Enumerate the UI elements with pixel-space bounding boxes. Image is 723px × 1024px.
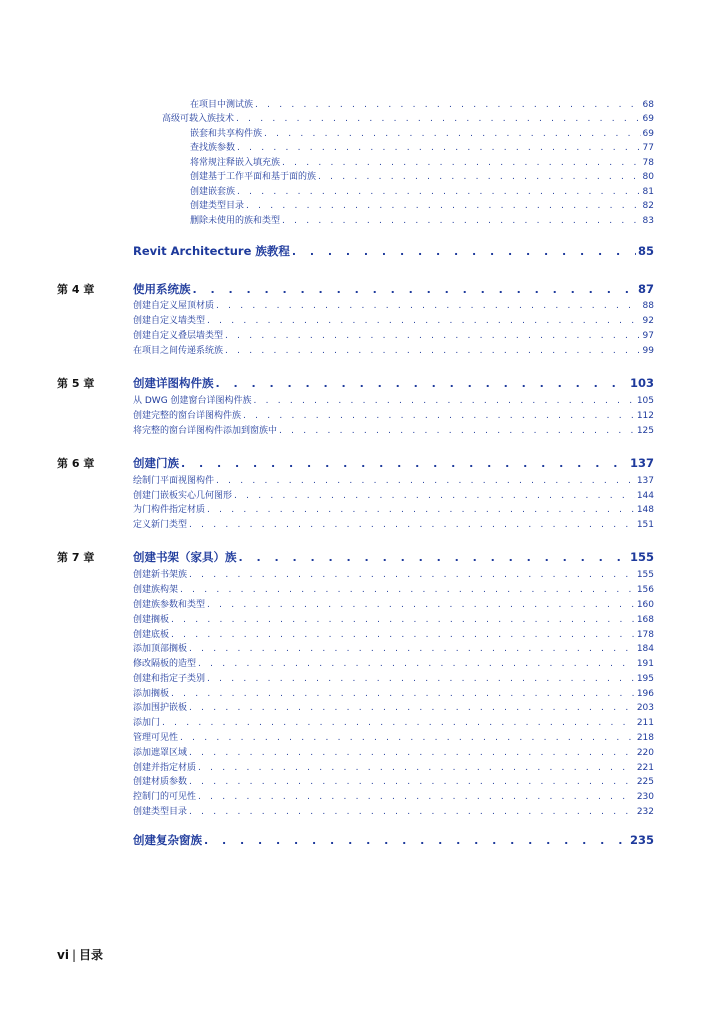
toc-entry-title: 创建门嵌板实心几何图形 <box>133 491 233 501</box>
toc-entry[interactable] <box>133 517 654 529</box>
leader-dots <box>189 570 635 580</box>
toc-chapter-entry[interactable] <box>133 455 654 470</box>
toc-entry-page: 232 <box>636 807 654 817</box>
toc-chapter-title: 创建书架（家具）族 <box>133 550 237 564</box>
toc-entry-page: 137 <box>636 476 654 486</box>
leader-dots <box>207 600 635 610</box>
leader-dots <box>198 659 635 669</box>
leader-dots <box>279 426 635 436</box>
leader-dots <box>246 201 641 211</box>
toc-entry-page: 148 <box>636 505 654 515</box>
toc-entry-title: 在项目中测试族 <box>190 100 254 110</box>
leader-dots <box>239 551 628 564</box>
toc-entry-page: 220 <box>636 748 654 758</box>
toc-entry-page: 82 <box>642 201 654 211</box>
toc-entry-title: 创建类型目录 <box>190 201 245 211</box>
toc-entry-page: 83 <box>642 216 654 226</box>
toc-entry[interactable] <box>133 715 654 727</box>
toc-entry-title: 添加围护嵌板 <box>133 703 188 713</box>
toc-entry-title: 管理可见性 <box>133 733 179 743</box>
toc-entry-title: 创建自定义屋顶材质 <box>133 301 215 311</box>
leader-dots <box>180 733 635 743</box>
toc-entry-page: 203 <box>636 703 654 713</box>
toc-entry-page: 155 <box>636 570 654 580</box>
toc-entry-page: 78 <box>642 158 654 168</box>
toc-chapter-entry[interactable] <box>133 281 654 296</box>
toc-entry-page: 191 <box>636 659 654 669</box>
toc-entry-title: 从 DWG 创建窗台详图构件族 <box>133 396 252 406</box>
toc-entry[interactable] <box>133 656 654 668</box>
toc-chapter-entry[interactable] <box>133 549 654 564</box>
toc-entry[interactable] <box>133 774 654 786</box>
leader-dots <box>237 143 641 153</box>
leader-dots <box>207 505 635 515</box>
toc-entry[interactable] <box>133 671 654 683</box>
toc-entry[interactable] <box>190 97 654 109</box>
toc-entry[interactable] <box>133 313 654 325</box>
toc-entry-title: 添加门 <box>133 718 161 728</box>
toc-entry[interactable] <box>133 627 654 639</box>
toc-entry-page: 81 <box>642 187 654 197</box>
leader-dots <box>237 187 641 197</box>
toc-entry-title: 创建嵌套族 <box>190 187 236 197</box>
toc-chapter-page: 137 <box>629 456 654 470</box>
toc-chapter-entry[interactable] <box>133 832 654 847</box>
toc-chapter-entry[interactable] <box>133 375 654 390</box>
toc-entry[interactable] <box>133 612 654 624</box>
toc-entry-page: 178 <box>636 630 654 640</box>
toc-entry-page: 69 <box>642 129 654 139</box>
leader-dots <box>171 689 635 699</box>
toc-entry[interactable] <box>133 700 654 712</box>
toc-entry-title: 添加遮罩区域 <box>133 748 188 758</box>
toc-entry[interactable] <box>190 169 654 181</box>
toc-entry-page: 88 <box>642 301 654 311</box>
toc-entry-title: 创建材质参数 <box>133 777 188 787</box>
toc-entry[interactable] <box>133 328 654 340</box>
toc-entry-page: 168 <box>636 615 654 625</box>
toc-part-page: 85 <box>637 244 654 258</box>
toc-entry-title: 查找族参数 <box>190 143 236 153</box>
toc-entry-title: 创建搁板 <box>133 615 170 625</box>
leader-dots <box>181 457 628 470</box>
toc-entry-title: 创建族构架 <box>133 585 179 595</box>
footer-separator: | <box>71 948 76 962</box>
toc-entry[interactable] <box>133 567 654 579</box>
toc-chapter-page: 235 <box>629 833 654 847</box>
toc-entry-page: 225 <box>636 777 654 787</box>
toc-entry[interactable] <box>133 343 654 355</box>
chapter-number: 第 6 章 <box>57 457 95 470</box>
toc-entry[interactable] <box>133 686 654 698</box>
toc-entry-page: 218 <box>636 733 654 743</box>
toc-entry-title: 绘制门平面视图构件 <box>133 476 215 486</box>
toc-entry-page: 211 <box>636 718 654 728</box>
toc-entry[interactable] <box>190 155 654 167</box>
toc-entry-title: 嵌套和共享构件族 <box>190 129 263 139</box>
toc-entry[interactable] <box>133 760 654 772</box>
toc-entry[interactable] <box>133 423 654 435</box>
toc-entry-title: 创建类型目录 <box>133 807 188 817</box>
toc-chapter-title: 创建详图构件族 <box>133 376 214 390</box>
toc-entry[interactable] <box>133 597 654 609</box>
toc-entry-title: 在项目之间传递系统族 <box>133 346 224 356</box>
leader-dots <box>225 346 641 356</box>
toc-entry-title: 修改隔板的造型 <box>133 659 197 669</box>
leader-dots <box>180 585 635 595</box>
toc-entry[interactable] <box>133 502 654 514</box>
toc-entry[interactable] <box>190 184 654 196</box>
toc-entry-page: 80 <box>642 172 654 182</box>
toc-entry-page: 77 <box>642 143 654 153</box>
toc-chapter-page: 155 <box>629 550 654 564</box>
toc-entry-page: 151 <box>636 520 654 530</box>
toc-entry-title: 创建基于工作平面和基于面的族 <box>190 172 317 182</box>
leader-dots <box>193 283 636 296</box>
leader-dots <box>189 644 635 654</box>
leader-dots <box>198 763 635 773</box>
toc-entry-page: 230 <box>636 792 654 802</box>
leader-dots <box>207 674 635 684</box>
toc-chapter-title: 使用系统族 <box>133 282 191 296</box>
leader-dots <box>236 114 641 124</box>
toc-entry-page: 195 <box>636 674 654 684</box>
toc-entry-title: 创建族参数和类型 <box>133 600 206 610</box>
toc-entry-page: 184 <box>636 644 654 654</box>
toc-entry-title: 创建和指定子类别 <box>133 674 206 684</box>
leader-dots <box>318 172 641 182</box>
toc-entry-page: 92 <box>642 316 654 326</box>
toc-entry-title: 将常规注释嵌入填充族 <box>190 158 281 168</box>
leader-dots <box>171 615 635 625</box>
toc-entry-page: 196 <box>636 689 654 699</box>
toc-part-title: Revit Architecture 族教程 <box>133 244 290 258</box>
leader-dots <box>198 792 635 802</box>
toc-entry[interactable] <box>133 804 654 816</box>
toc-entry-page: 99 <box>642 346 654 356</box>
chapter-number: 第 7 章 <box>57 551 95 564</box>
toc-entry[interactable] <box>133 408 654 420</box>
leader-dots <box>216 377 628 390</box>
toc-entry[interactable] <box>162 111 654 123</box>
toc-entry-title: 添加顶部搁板 <box>133 644 188 654</box>
chapter-number: 第 4 章 <box>57 283 95 296</box>
toc-entry[interactable] <box>133 730 654 742</box>
leader-dots <box>171 630 635 640</box>
toc-entry-title: 创建自定义叠层墙类型 <box>133 331 224 341</box>
leader-dots <box>225 331 641 341</box>
leader-dots <box>207 316 641 326</box>
leader-dots <box>189 777 635 787</box>
leader-dots <box>264 129 641 139</box>
toc-entry-title: 为门构件指定材质 <box>133 505 206 515</box>
leader-dots <box>162 718 635 728</box>
toc-entry-title: 创建新书架族 <box>133 570 188 580</box>
toc-entry[interactable] <box>133 745 654 757</box>
toc-entry-page: 221 <box>636 763 654 773</box>
toc-chapter-page: 87 <box>637 282 654 296</box>
toc-entry-title: 创建完整的窗台详图构件族 <box>133 411 242 421</box>
leader-dots <box>189 748 635 758</box>
toc-entry-title: 添加搁板 <box>133 689 170 699</box>
leader-dots <box>204 834 628 847</box>
chapter-number: 第 5 章 <box>57 377 95 390</box>
toc-entry-title: 创建并指定材质 <box>133 763 197 773</box>
toc-entry[interactable] <box>133 641 654 653</box>
footer-page-number: vi <box>57 948 69 962</box>
toc-entry-page: 105 <box>636 396 654 406</box>
leader-dots <box>216 301 641 311</box>
toc-entry-page: 160 <box>636 600 654 610</box>
toc-entry[interactable] <box>133 582 654 594</box>
page-footer <box>57 946 103 963</box>
leader-dots <box>292 245 636 258</box>
toc-entry[interactable] <box>133 298 654 310</box>
toc-entry-page: 97 <box>642 331 654 341</box>
toc-entry-title: 将完整的窗台详图构件添加到窗族中 <box>133 426 278 436</box>
footer-section-name: 目录 <box>78 948 103 962</box>
toc-entry[interactable] <box>190 140 654 152</box>
toc-chapter-page: 103 <box>629 376 654 390</box>
leader-dots <box>282 158 641 168</box>
toc-entry-title: 创建底板 <box>133 630 170 640</box>
leader-dots <box>189 807 635 817</box>
toc-entry-title: 控制门的可见性 <box>133 792 197 802</box>
toc-entry[interactable] <box>133 393 654 405</box>
leader-dots <box>189 703 635 713</box>
leader-dots <box>255 100 641 110</box>
toc-entry[interactable] <box>190 126 654 138</box>
toc-entry[interactable] <box>190 213 654 225</box>
toc-entry-page: 125 <box>636 426 654 436</box>
toc-entry-page: 112 <box>636 411 654 421</box>
toc-entry-page: 68 <box>642 100 654 110</box>
toc-entry-page: 156 <box>636 585 654 595</box>
leader-dots <box>234 491 635 501</box>
leader-dots <box>189 520 635 530</box>
toc-entry-page: 69 <box>642 114 654 124</box>
toc-entry-title: 删除未使用的族和类型 <box>190 216 281 226</box>
toc-entry-title: 创建自定义墙类型 <box>133 316 206 326</box>
toc-entry[interactable] <box>133 789 654 801</box>
toc-entry[interactable] <box>133 488 654 500</box>
toc-entry-page: 144 <box>636 491 654 501</box>
toc-entry[interactable] <box>190 198 654 210</box>
leader-dots <box>282 216 641 226</box>
toc-part-entry[interactable] <box>133 243 654 258</box>
toc-entry[interactable] <box>133 473 654 485</box>
toc-chapter-title: 创建门族 <box>133 456 179 470</box>
leader-dots <box>243 411 635 421</box>
toc-entry-title: 定义新门类型 <box>133 520 188 530</box>
toc-entry-title: 高级可载入族技术 <box>162 114 235 124</box>
leader-dots <box>254 396 635 406</box>
leader-dots <box>216 476 635 486</box>
toc-chapter-title: 创建复杂窗族 <box>133 833 202 847</box>
